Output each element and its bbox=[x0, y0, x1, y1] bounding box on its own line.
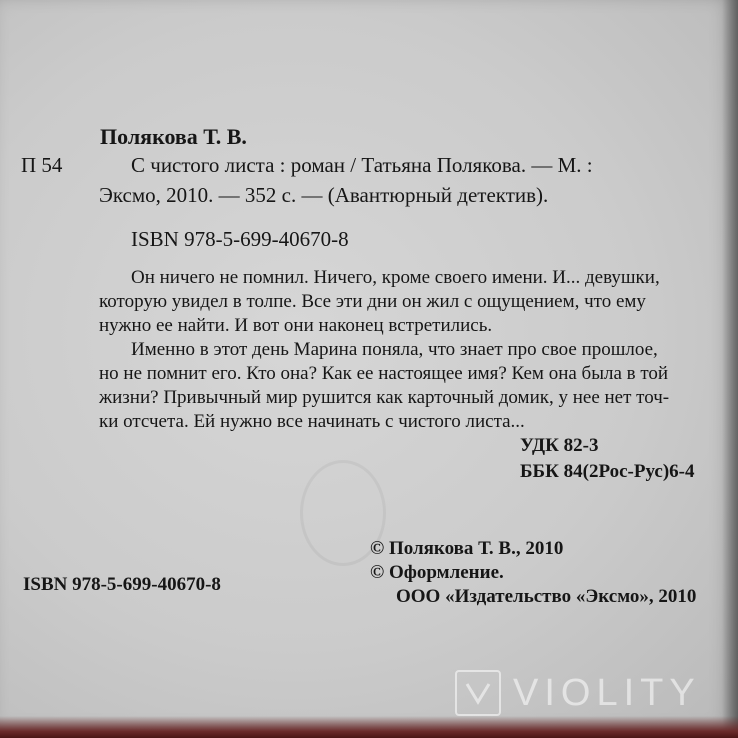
annotation-line: но не помнит его. Кто она? Как ее настоящее имя? Кем она была в той bbox=[99, 363, 669, 384]
watermark bbox=[455, 665, 701, 721]
annotation-line: ки отсчета. Ей нужно все начинать с чистого листа... bbox=[99, 411, 525, 432]
copyright-design: © Оформление. bbox=[370, 562, 504, 583]
annotation-line: Именно в этот день Марина поняла, что знает про свое прошлое, bbox=[131, 339, 658, 360]
bib-line-2: Эксмо, 2010. — 352 с. — (Авантюрный детектив). bbox=[99, 183, 549, 207]
annotation-line: которую увидел в толпе. Все эти дни он жил с ощущением, что ему bbox=[99, 291, 646, 312]
watermark-text: VIOLITY bbox=[513, 671, 701, 714]
bbk-code: ББК 84(2Рос-Рус)6-4 bbox=[520, 461, 695, 482]
page-shadow bbox=[722, 0, 738, 738]
violity-logo-icon bbox=[455, 670, 501, 716]
classification-code: П 54 bbox=[21, 153, 63, 177]
annotation-line: нужно ее найти. И вот они наконец встретились. bbox=[99, 315, 493, 336]
udk-code: УДК 82-3 bbox=[520, 435, 599, 456]
copyright-author: © Полякова Т. В., 2010 bbox=[370, 538, 564, 559]
footer-isbn: ISBN 978-5-699-40670-8 bbox=[23, 574, 221, 595]
bib-isbn: ISBN 978-5-699-40670-8 bbox=[131, 227, 349, 251]
author-heading: Полякова Т. В. bbox=[100, 124, 247, 149]
copyright-publisher: ООО «Издательство «Эксмо», 2010 bbox=[396, 586, 697, 607]
annotation-line: Он ничего не помнил. Ничего, кроме своего имени. И... девушки, bbox=[131, 267, 660, 288]
bib-line-1: С чистого листа : роман / Татьяна Полякова. — М. : bbox=[131, 153, 593, 177]
annotation-line: жизни? Привычный мир рушится как карточный домик, у нее нет точ- bbox=[99, 387, 670, 408]
